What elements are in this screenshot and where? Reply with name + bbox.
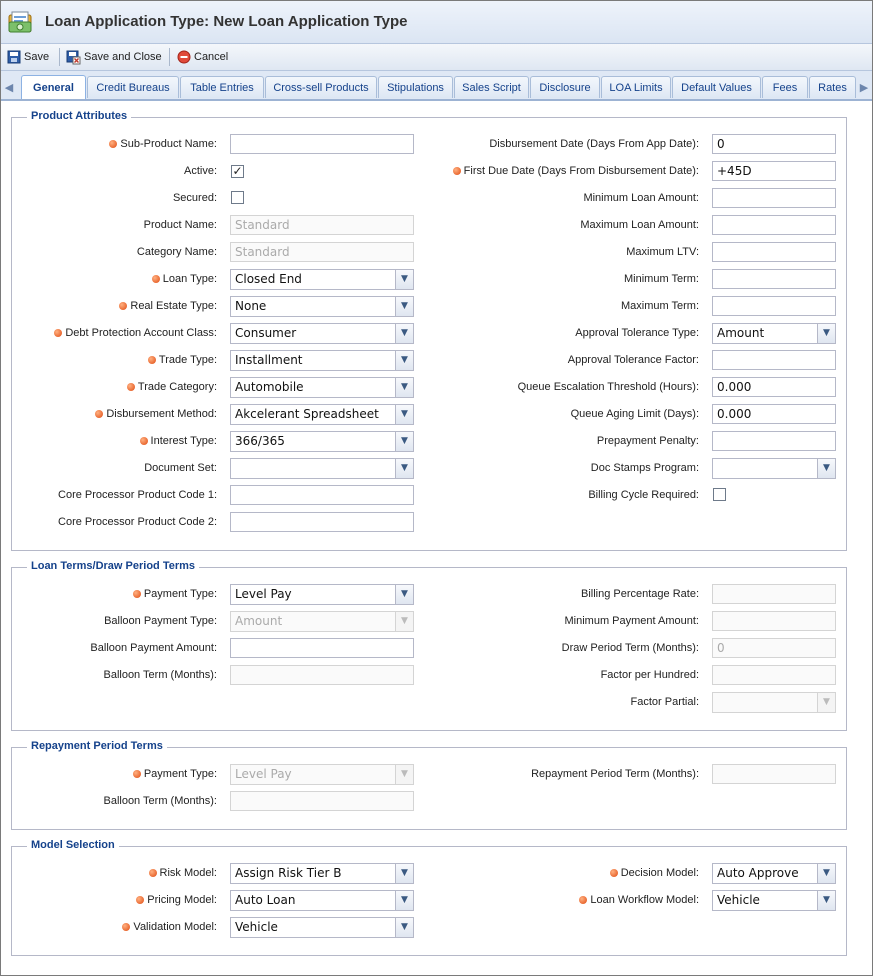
trade-type-label: Trade Type: — [148, 354, 217, 366]
chevron-down-icon[interactable]: ▼ — [395, 378, 413, 397]
model-selection-title: Model Selection — [27, 839, 119, 851]
min-loan-amount-label: Minimum Loan Amount: — [583, 192, 699, 204]
doc-stamps-program-label: Doc Stamps Program: — [590, 462, 699, 474]
trade-category-select[interactable]: Automobile ▼ — [230, 377, 414, 398]
approval-tolerance-type-select[interactable]: Amount ▼ — [712, 323, 836, 344]
cancel-button[interactable] — [177, 48, 228, 66]
chevron-down-icon[interactable]: ▼ — [395, 351, 413, 370]
chevron-down-icon[interactable]: ▼ — [817, 459, 835, 478]
chevron-down-icon[interactable]: ▼ — [817, 891, 835, 910]
chevron-down-icon[interactable]: ▼ — [395, 864, 413, 883]
save-close-icon — [66, 50, 81, 65]
risk-model-label: Risk Model: — [149, 867, 217, 879]
chevron-down-icon[interactable]: ▼ — [395, 432, 413, 451]
chevron-down-icon[interactable]: ▼ — [395, 405, 413, 424]
min-loan-amount-input[interactable] — [712, 188, 836, 208]
tab-cross-sell-products[interactable]: Cross-sell Products — [265, 76, 377, 98]
real-estate-type-label: Real Estate Type: — [119, 300, 217, 312]
tab-fees[interactable]: Fees — [762, 76, 808, 98]
secured-label: Secured: — [172, 192, 217, 204]
draw-period-term-input: 0 — [712, 638, 836, 658]
max-loan-amount-label: Maximum Loan Amount: — [580, 219, 699, 231]
chevron-down-icon[interactable]: ▼ — [395, 459, 413, 478]
loan-workflow-model-label: Loan Workflow Model: — [579, 894, 699, 906]
chevron-down-icon[interactable]: ▼ — [817, 864, 835, 883]
risk-model-select[interactable]: Assign Risk Tier B ▼ — [230, 863, 414, 884]
sub-product-name-label: Sub-Product Name: — [109, 138, 217, 150]
tab-general[interactable]: General — [21, 75, 86, 99]
max-term-label: Maximum Term: — [620, 300, 699, 312]
debt-protection-class-select[interactable]: Consumer ▼ — [230, 323, 414, 344]
repayment-period-term-label: Repayment Period Term (Months): — [531, 768, 699, 780]
tab-stipulations[interactable]: Stipulations — [378, 76, 453, 98]
sub-product-name-input[interactable] — [230, 134, 414, 154]
min-payment-amount-label: Minimum Payment Amount: — [564, 615, 699, 627]
disbursement-method-label: Disbursement Method: — [95, 408, 217, 420]
tab-rates[interactable]: Rates — [809, 76, 856, 98]
queue-escalation-input[interactable]: 0.000 — [712, 377, 836, 397]
required-icon — [140, 437, 148, 445]
tab-strip — [1, 71, 872, 101]
loan-application-icon — [6, 7, 36, 37]
secured-checkbox[interactable] — [231, 191, 244, 204]
loan-workflow-model-select[interactable]: Vehicle ▼ — [712, 890, 836, 911]
pricing-model-select[interactable]: Auto Loan ▼ — [230, 890, 414, 911]
chevron-down-icon[interactable]: ▼ — [395, 918, 413, 937]
approval-tolerance-factor-input[interactable] — [712, 350, 836, 370]
core-code-2-input[interactable] — [230, 512, 414, 532]
factor-per-hundred-label: Factor per Hundred: — [600, 669, 699, 681]
required-icon — [152, 275, 160, 283]
document-set-label: Document Set: — [144, 462, 217, 474]
billing-cycle-required-label: Billing Cycle Required: — [588, 489, 699, 501]
toolbar — [1, 44, 872, 71]
max-term-input[interactable] — [712, 296, 836, 316]
tab-scroll-right-icon[interactable]: ▶ — [859, 81, 869, 94]
first-due-date-input[interactable]: +45D — [712, 161, 836, 181]
disbursement-method-select[interactable]: Akcelerant Spreadsheet ▼ — [230, 404, 414, 425]
billing-percentage-rate-label: Billing Percentage Rate: — [580, 588, 699, 600]
balloon-payment-type-select: Amount ▼ — [230, 611, 414, 632]
required-icon — [148, 356, 156, 364]
min-payment-amount-input — [712, 611, 836, 631]
required-icon — [127, 383, 135, 391]
queue-aging-label: Queue Aging Limit (Days): — [570, 408, 699, 420]
document-set-select[interactable] — [230, 458, 414, 479]
product-name-label: Product Name: — [143, 219, 217, 231]
chevron-down-icon: ▼ — [817, 693, 835, 712]
decision-model-select[interactable]: Auto Approve ▼ — [712, 863, 836, 884]
max-ltv-label: Maximum LTV: — [626, 246, 699, 258]
chevron-down-icon[interactable]: ▼ — [395, 297, 413, 316]
product-name-input: Standard — [230, 215, 414, 235]
save-button[interactable] — [7, 48, 49, 66]
toolbar-separator — [59, 48, 60, 66]
required-icon — [149, 869, 157, 877]
loan-type-label: Loan Type: — [152, 273, 217, 285]
max-loan-amount-input[interactable] — [712, 215, 836, 235]
approval-tolerance-factor-label: Approval Tolerance Factor: — [567, 354, 699, 366]
max-ltv-input[interactable] — [712, 242, 836, 262]
pricing-model-label: Pricing Model: — [136, 894, 217, 906]
chevron-down-icon: ▼ — [395, 765, 413, 784]
chevron-down-icon: ▼ — [395, 612, 413, 631]
balloon-payment-type-label: Balloon Payment Type: — [104, 615, 217, 627]
tab-default-values[interactable]: Default Values — [672, 76, 761, 98]
billing-percentage-rate-input — [712, 584, 836, 604]
title-bar — [1, 1, 872, 44]
factor-per-hundred-input — [712, 665, 836, 685]
interest-type-label: Interest Type: — [140, 435, 217, 447]
disbursement-date-input[interactable]: 0 — [712, 134, 836, 154]
repayment-payment-type-select: Level Pay ▼ — [230, 764, 414, 785]
core-code-1-input[interactable] — [230, 485, 414, 505]
save-and-close-button[interactable] — [66, 48, 162, 66]
balloon-term-input — [230, 665, 414, 685]
payment-type-label: Payment Type: — [133, 588, 217, 600]
cancel-icon — [177, 50, 191, 64]
required-icon — [136, 896, 144, 904]
save-label: Save — [24, 51, 50, 63]
required-icon — [610, 869, 618, 877]
save-icon — [7, 50, 21, 64]
balloon-payment-amount-input[interactable] — [230, 638, 414, 658]
payment-type-select[interactable]: Level Pay ▼ — [230, 584, 414, 605]
chevron-down-icon[interactable]: ▼ — [395, 324, 413, 343]
tab-table-entries[interactable]: Table Entries — [180, 76, 264, 98]
core-code-1-label: Core Processor Product Code 1: — [58, 489, 217, 501]
real-estate-type-select[interactable]: None ▼ — [230, 296, 414, 317]
prepayment-penalty-input[interactable] — [712, 431, 836, 451]
required-icon — [133, 770, 141, 778]
required-icon — [109, 140, 117, 148]
required-icon — [122, 923, 130, 931]
min-term-input[interactable] — [712, 269, 836, 289]
billing-cycle-required-checkbox[interactable] — [713, 488, 726, 501]
category-name-input: Standard — [230, 242, 414, 262]
tab-disclosure[interactable]: Disclosure — [530, 76, 600, 98]
required-icon — [579, 896, 587, 904]
debt-protection-class-label: Debt Protection Account Class: — [54, 327, 217, 339]
chevron-down-icon[interactable]: ▼ — [817, 324, 835, 343]
balloon-term-label: Balloon Term (Months): — [103, 669, 217, 681]
core-code-2-label: Core Processor Product Code 2: — [58, 516, 217, 528]
trade-type-select[interactable]: Installment ▼ — [230, 350, 414, 371]
first-due-date-label: First Due Date (Days From Disbursement Date): — [453, 165, 699, 177]
repayment-balloon-term-label: Balloon Term (Months): — [103, 795, 217, 807]
chevron-down-icon[interactable]: ▼ — [395, 585, 413, 604]
decision-model-label: Decision Model: — [610, 867, 699, 879]
required-icon — [133, 590, 141, 598]
cancel-label: Cancel — [194, 51, 229, 63]
tab-sales-script[interactable]: Sales Script — [454, 76, 529, 98]
min-term-label: Minimum Term: — [624, 273, 699, 285]
save-and-close-label: Save and Close — [84, 51, 162, 63]
interest-type-select[interactable]: 366/365 ▼ — [230, 431, 414, 452]
category-name-label: Category Name: — [136, 246, 217, 258]
doc-stamps-program-select[interactable] — [712, 458, 836, 479]
queue-aging-input[interactable]: 0.000 — [712, 404, 836, 424]
validation-model-select[interactable]: Vehicle ▼ — [230, 917, 414, 938]
validation-model-label: Validation Model: — [122, 921, 217, 933]
repayment-period-term-input — [712, 764, 836, 784]
disbursement-date-label: Disbursement Date (Days From App Date): — [489, 138, 699, 150]
active-checkbox[interactable]: ✓ — [232, 164, 243, 178]
queue-escalation-label: Queue Escalation Threshold (Hours): — [517, 381, 699, 393]
required-icon — [453, 167, 461, 175]
tab-credit-bureaus[interactable]: Credit Bureaus — [87, 76, 179, 98]
required-icon — [54, 329, 62, 337]
trade-category-label: Trade Category: — [127, 381, 217, 393]
toolbar-separator — [169, 48, 170, 66]
product-attributes-title: Product Attributes — [27, 110, 131, 122]
loan-terms-title: Loan Terms/Draw Period Terms — [27, 560, 199, 572]
active-label: Active: — [183, 165, 217, 177]
required-icon — [95, 410, 103, 418]
balloon-payment-amount-label: Balloon Payment Amount: — [90, 642, 217, 654]
required-icon — [119, 302, 127, 310]
tab-loa-limits[interactable]: LOA Limits — [601, 76, 671, 98]
chevron-down-icon[interactable]: ▼ — [395, 891, 413, 910]
draw-period-term-label: Draw Period Term (Months): — [561, 642, 699, 654]
repayment-balloon-term-input — [230, 791, 414, 811]
factor-partial-label: Factor Partial: — [630, 696, 699, 708]
approval-tolerance-type-label: Approval Tolerance Type: — [575, 327, 699, 339]
repayment-terms-section — [11, 747, 847, 830]
factor-partial-select — [712, 692, 836, 713]
repayment-terms-title: Repayment Period Terms — [27, 740, 167, 752]
repayment-payment-type-label: Payment Type: — [133, 768, 217, 780]
chevron-down-icon[interactable]: ▼ — [395, 270, 413, 289]
window-title: Loan Application Type: New Loan Application Type — [45, 13, 408, 30]
prepayment-penalty-label: Prepayment Penalty: — [596, 435, 699, 447]
tab-scroll-left-icon[interactable]: ◀ — [4, 81, 14, 94]
loan-type-select[interactable]: Closed End ▼ — [230, 269, 414, 290]
